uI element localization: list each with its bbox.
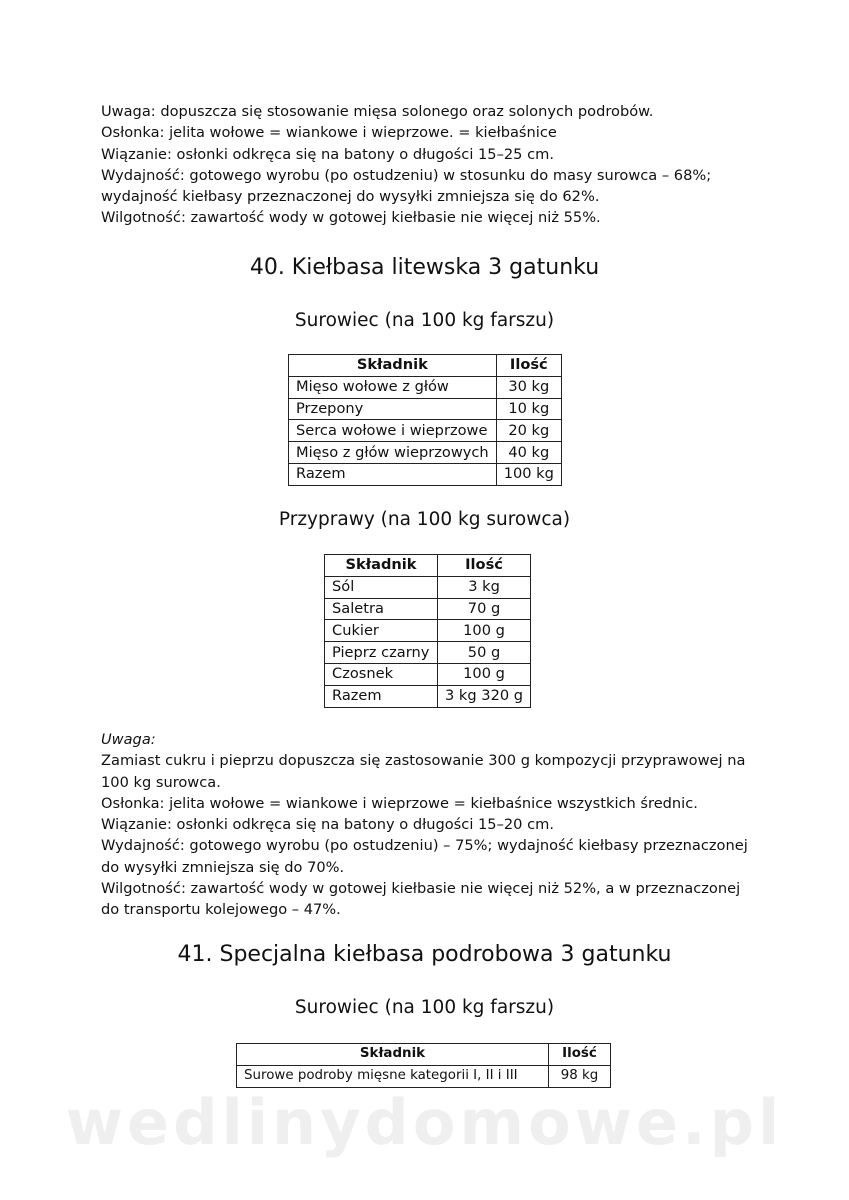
amount-cell: 100 kg — [496, 463, 561, 485]
table-row — [325, 620, 531, 642]
intro-line: Wilgotność: zawartość wody w gotowej kiełbasie nie więcej niż 55%. — [101, 209, 601, 227]
amount-cell: 3 kg — [438, 576, 531, 598]
column-header-skladnik: Składnik — [325, 555, 438, 577]
table-row — [237, 1065, 611, 1087]
amount-cell: 100 g — [438, 620, 531, 642]
ingredient-cell: Serca wołowe i wieprzowe — [289, 420, 497, 442]
ingredient-cell: Razem — [289, 463, 497, 485]
ingredient-cell: Razem — [325, 685, 438, 707]
notes-line: Zamiast cukru i pieprzu dopuszcza się zastosowanie 300 g kompozycji przyprawowej na — [101, 752, 746, 770]
section-40-przyprawy-table — [324, 554, 531, 708]
notes-line: Wydajność: gotowego wyrobu (po ostudzeniu) – 75%; wydajność kiełbasy przeznaczonej — [101, 837, 748, 855]
notes-label: Uwaga: — [101, 731, 156, 748]
section-40-przyprawy-heading: Przyprawy (na 100 kg surowca) — [278, 509, 571, 530]
ingredient-cell: Przepony — [289, 398, 497, 420]
column-header-skladnik: Składnik — [237, 1044, 549, 1066]
amount-cell: 100 g — [438, 663, 531, 685]
section-40-surowiec-heading: Surowiec (na 100 kg farszu) — [294, 310, 555, 331]
amount-cell: 10 kg — [496, 398, 561, 420]
amount-cell: 20 kg — [496, 420, 561, 442]
section-40-title: 40. Kiełbasa litewska 3 gatunku — [249, 255, 600, 280]
column-header-ilosc: Ilość — [549, 1044, 611, 1066]
notes-line: Wilgotność: zawartość wody w gotowej kiełbasie nie więcej niż 52%, a w przeznaczonej — [101, 880, 741, 898]
ingredient-cell: Cukier — [325, 620, 438, 642]
table-row — [325, 576, 531, 598]
ingredient-cell: Mięso wołowe z głów — [289, 376, 497, 398]
notes-line: 100 kg surowca. — [101, 773, 221, 791]
intro-line: Wiązanie: osłonki odkręca się na batony o długości 15–25 cm. — [101, 145, 554, 163]
ingredient-cell: Czosnek — [325, 663, 438, 685]
table-row — [289, 442, 562, 464]
table-row — [325, 642, 531, 664]
table-row — [325, 685, 531, 707]
amount-cell: 70 g — [438, 598, 531, 620]
section-40-surowiec-table — [288, 354, 562, 486]
section-41-title: 41. Specjalna kiełbasa podrobowa 3 gatunku — [177, 942, 672, 967]
notes-line: Wiązanie: osłonki odkręca się na batony o długości 15–20 cm. — [101, 816, 554, 834]
table-row — [289, 420, 562, 442]
column-header-ilosc: Ilość — [438, 555, 531, 577]
amount-cell: 30 kg — [496, 376, 561, 398]
section-41-surowiec-heading: Surowiec (na 100 kg farszu) — [294, 997, 555, 1018]
table-header-row — [325, 555, 531, 577]
table-row — [325, 663, 531, 685]
table-row — [325, 598, 531, 620]
table-row — [289, 376, 562, 398]
notes-line: do wysyłki zmniejsza się do 70%. — [101, 858, 345, 876]
intro-line: Uwaga: dopuszcza się stosowanie mięsa solonego oraz solonych podrobów. — [101, 103, 654, 120]
watermark: wedlinydomowe.pl — [65, 1086, 784, 1159]
column-header-skladnik: Składnik — [289, 355, 497, 377]
intro-notes — [101, 101, 761, 229]
amount-cell: 3 kg 320 g — [438, 685, 531, 707]
ingredient-cell: Sól — [325, 576, 438, 598]
table-row — [289, 463, 562, 485]
ingredient-cell: Mięso z głów wieprzowych — [289, 442, 497, 464]
section-41-surowiec-table — [236, 1043, 611, 1088]
table-header-row — [237, 1044, 611, 1066]
notes-line: Osłonka: jelita wołowe = wiankowe i wieprzowe = kiełbaśnice wszystkich średnic. — [101, 794, 698, 812]
ingredient-cell: Pieprz czarny — [325, 642, 438, 664]
intro-line: Osłonka: jelita wołowe = wiankowe i wieprzowe. = kiełbaśnice — [101, 124, 557, 142]
table-row — [289, 398, 562, 420]
amount-cell: 40 kg — [496, 442, 561, 464]
ingredient-cell: Surowe podroby mięsne kategorii I, II i III — [237, 1065, 549, 1087]
notes-line: do transportu kolejowego – 47%. — [101, 901, 341, 919]
amount-cell: 50 g — [438, 642, 531, 664]
amount-cell: 98 kg — [549, 1065, 611, 1087]
ingredient-cell: Saletra — [325, 598, 438, 620]
column-header-ilosc: Ilość — [496, 355, 561, 377]
section-40-notes — [101, 729, 761, 921]
table-header-row — [289, 355, 562, 377]
intro-line: wydajność kiełbasy przeznaczonej do wysyłki zmniejsza się do 62%. — [101, 188, 600, 206]
intro-line: Wydajność: gotowego wyrobu (po ostudzeniu) w stosunku do masy surowca – 68%; — [101, 166, 712, 184]
